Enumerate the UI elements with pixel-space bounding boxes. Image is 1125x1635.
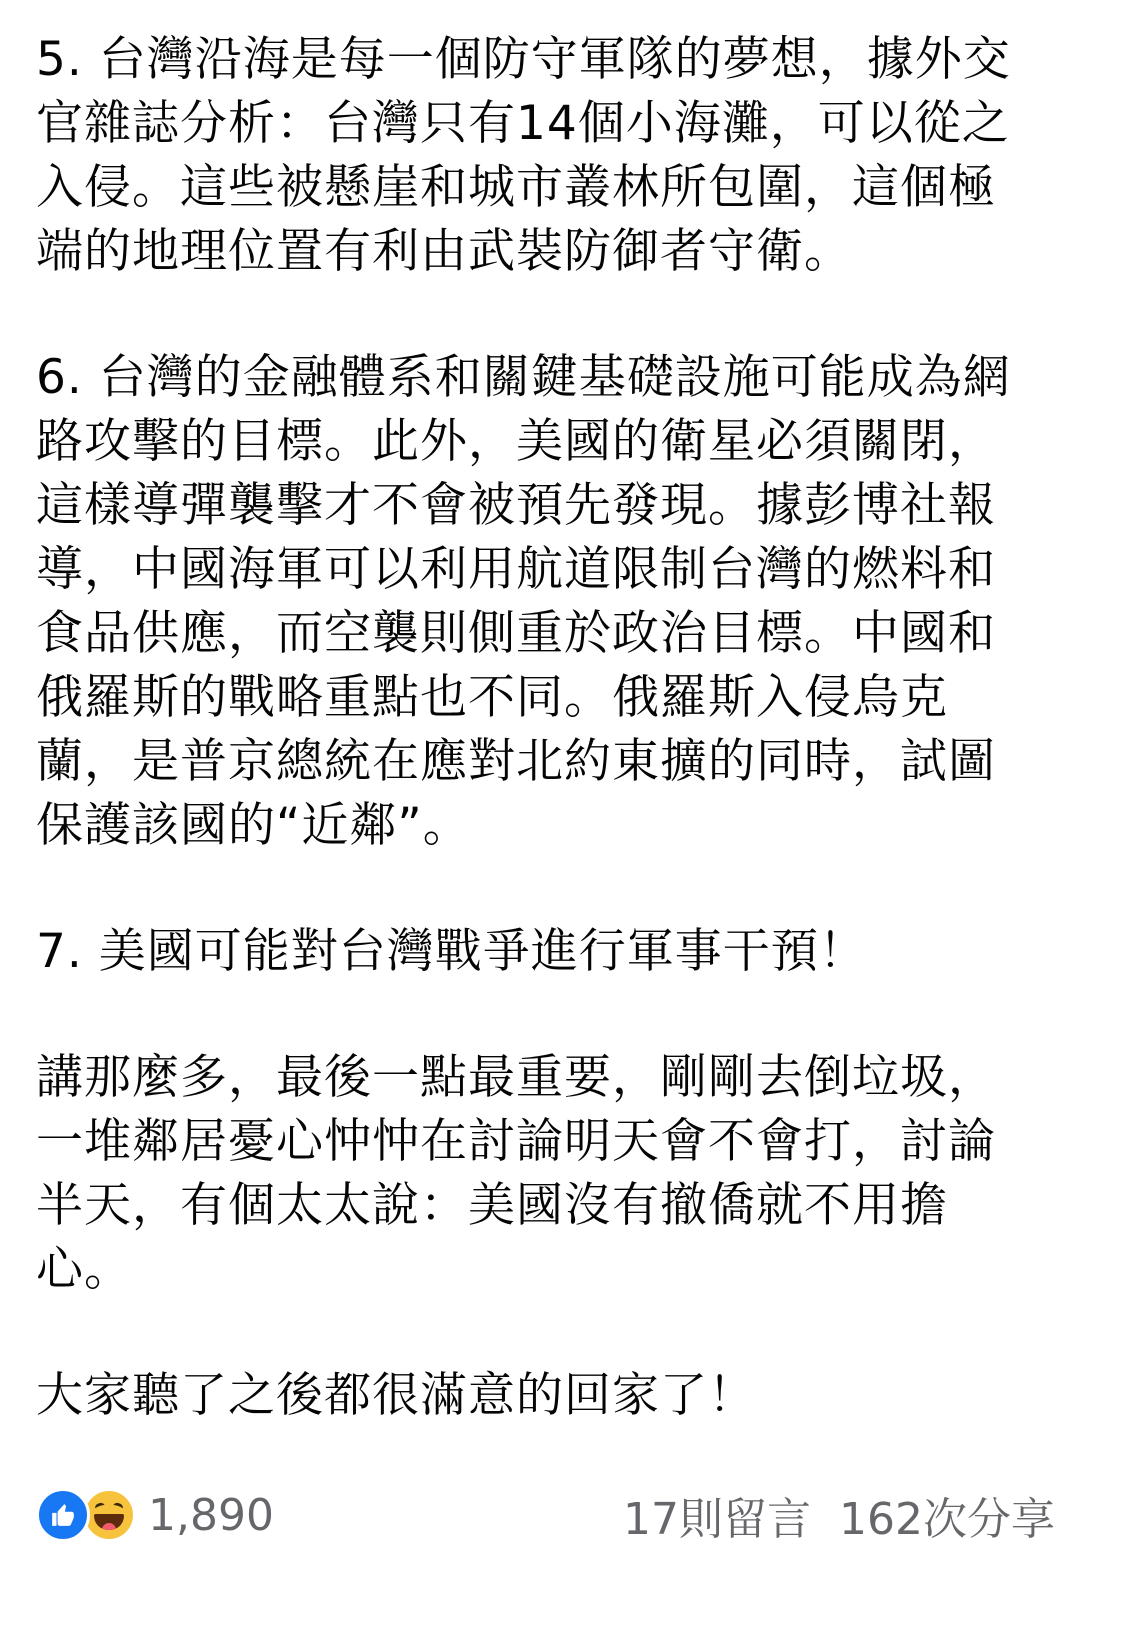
post-paragraph-5: 5. 台灣沿海是每一個防守軍隊的夢想，據外交官雜誌分析：台灣只有14個小海灘，可以從之入侵。這些被懸崖和城市叢林所包圍，這個極端的地理位置有利由武裝防御者守衛。 bbox=[36, 32, 1011, 279]
post-paragraph-final: 大家聽了之後都很滿意的回家了！ bbox=[36, 1368, 756, 1423]
post-paragraph-6: 6. 台灣的金融體系和關鍵基礎設施可能成為網路攻擊的目標。此外，美國的衛星必須關閉，這樣導彈襲擊才不會被預先發現。據彭博社報導，中國海軍可以利用航道限制台灣的燃料和食品供應，而空襲則側重於政治目標。中國和俄羅斯的戰略重點也不同。俄羅斯入侵烏克蘭，是普京總統在應對北約東擴的同時，試圖保護該國的“近鄰”。 bbox=[36, 350, 1011, 853]
reactions-summary[interactable] bbox=[36, 1488, 274, 1542]
haha-icon bbox=[82, 1488, 136, 1542]
reaction-count: 1,890 bbox=[148, 1489, 274, 1541]
post-footer bbox=[36, 1480, 1055, 1550]
reaction-icons bbox=[36, 1488, 136, 1542]
like-icon bbox=[36, 1488, 90, 1542]
post-paragraph-closing: 講那麼多，最後一點最重要，剛剛去倒垃圾，一堆鄰居憂心忡忡在討論明天會不會打，討論半天，有個太太說：美國沒有撤僑就不用擔心。 bbox=[36, 1050, 996, 1297]
shares-link[interactable]: 162次分享 bbox=[839, 1494, 1055, 1545]
post-stats bbox=[623, 1483, 1055, 1547]
post-paragraph-7: 7. 美國可能對台灣戰爭進行軍事干預！ bbox=[36, 924, 867, 979]
post-body bbox=[36, 28, 1036, 1490]
comments-link[interactable]: 17則留言 bbox=[623, 1494, 812, 1545]
